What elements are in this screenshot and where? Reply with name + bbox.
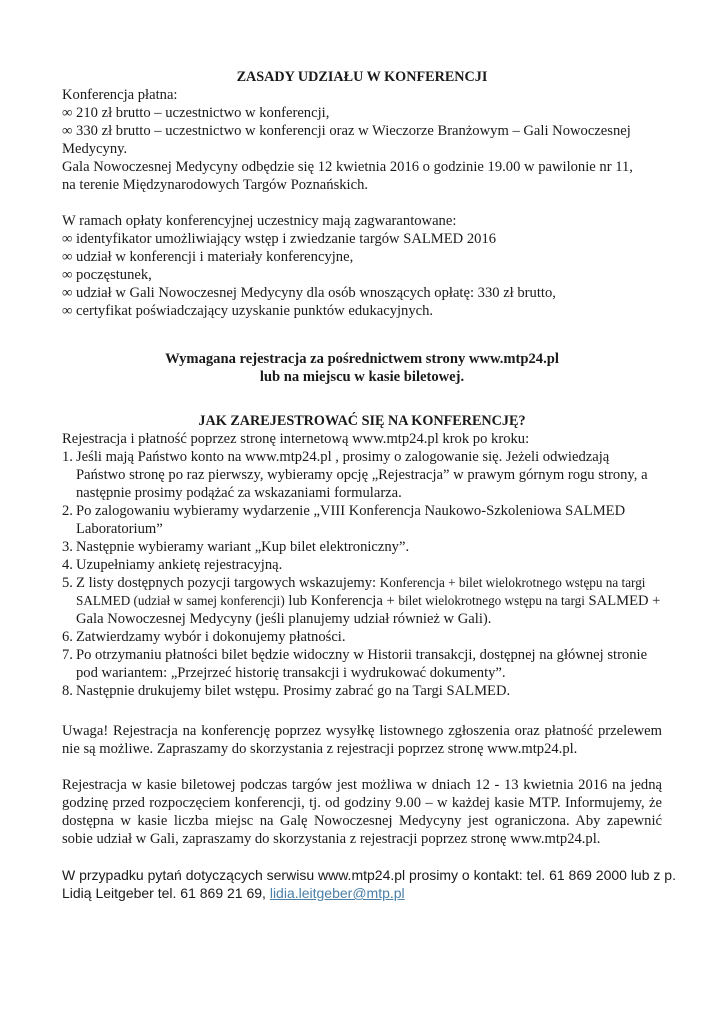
step-3 xyxy=(62,538,662,556)
step-text: Następnie wybieramy wariant „Kup bilet elektroniczny”. xyxy=(76,539,410,555)
price-option-2: ∞ 330 zł brutto – uczestnictwo w konferencji oraz w Wieczorze Branżowym – Gali Nowoczesnej xyxy=(62,123,631,139)
contact-email-link[interactable]: lidia.leitgeber@mtp.pl xyxy=(269,885,405,901)
gala-info: Gala Nowoczesnej Medycyny odbędzie się 12 kwietnia 2016 o godzinie 19.00 w pawilonie nr 11, xyxy=(62,159,633,175)
step-text xyxy=(76,574,662,628)
step-text: Następnie drukujemy bilet wstępu. Prosimy zabrać go na Targi SALMED. xyxy=(76,683,511,699)
warning-paragraph: Uwaga! Rejestracja na konferencję poprzez wysyłkę listownego zgłoszenia oraz płatność przelewem nie są możliwe. Zapraszamy do skorzystania z rejestracji poprzez stronę www.mtp24.pl. xyxy=(62,723,662,757)
step-number: 1. xyxy=(62,449,73,465)
step5-part-e: SALMED + Gala Nowoczesnej Medycyny (jeśli planujemy udział również w Gali). xyxy=(76,593,661,627)
step-text: Jeśli mają Państwo konto na www.mtp24.pl , prosimy o zalogowanie się. Jeżeli odwiedzają Państwo stronę po raz pierwszy, wybieramy opcję „Rejestracja” w prawym górnym rogu strony, a następnie prosimy podążać za wskazaniami formularza. xyxy=(76,449,648,501)
contact-phone: Lidią Leitgeber tel. 61 869 21 69, xyxy=(62,885,270,901)
included-item: ∞ certyfikat poświadczający uzyskanie punktów edukacyjnych. xyxy=(62,303,434,319)
step-4 xyxy=(62,556,662,574)
price-option-2-cont: Medycyny. xyxy=(62,141,128,157)
howto-intro: Rejestracja i płatność poprzez stronę internetową www.mtp24.pl krok po kroku: xyxy=(62,431,530,447)
included-item: ∞ poczęstunek, xyxy=(62,267,152,283)
step-number: 4. xyxy=(62,557,73,573)
step-number: 5. xyxy=(62,575,73,591)
contact-line1: W przypadku pytań dotyczących serwisu www.mtp24.pl prosimy o kontakt: tel. 61 869 2000 lub z p. xyxy=(62,867,676,883)
included-item: ∞ identyfikator umożliwiający wstęp i zwiedzanie targów SALMED 2016 xyxy=(62,231,497,247)
step5-part-d: bilet wielokrotnego wstępu na targi xyxy=(398,593,585,608)
step5-part-c: lub Konferencja + xyxy=(284,593,399,609)
step-text: Po zalogowaniu wybieramy wydarzenie „VIII Konferencja Naukowo-Szkoleniowa SALMED Laboratorium” xyxy=(76,503,626,537)
step-5 xyxy=(62,574,662,628)
rules-title: ZASADY UDZIAŁU W KONFERENCJI xyxy=(236,69,488,85)
included-item: ∞ udział w konferencji i materiały konferencyjne, xyxy=(62,249,354,265)
paid-conference-label: Konferencja płatna: xyxy=(62,87,178,103)
included-item: ∞ udział w Gali Nowoczesnej Medycyny dla osób wnoszących opłatę: 330 zł brutto, xyxy=(62,285,556,301)
step-8 xyxy=(62,682,662,700)
step-text: Po otrzymaniu płatności bilet będzie widoczny w Historii transakcji, dostępnej na głównej stronie pod wariantem: „Przejrzeć historię transakcji i wydrukować dokumenty”. xyxy=(76,647,648,681)
step-text: Zatwierdzamy wybór i dokonujemy płatności. xyxy=(76,629,346,645)
step-number: 2. xyxy=(62,503,73,519)
step-2 xyxy=(62,502,662,538)
step-number: 6. xyxy=(62,629,73,645)
step-number: 8. xyxy=(62,683,73,699)
step-number: 3. xyxy=(62,539,73,555)
document-page xyxy=(62,68,676,902)
price-option-1: ∞ 210 zł brutto – uczestnictwo w konferencji, xyxy=(62,105,330,121)
cashdesk-paragraph: Rejestracja w kasie biletowej podczas targów jest możliwa w dniach 12 - 13 kwietnia 2016 na jedną godzinę przed rozpoczęciem konferencji, tj. od godziny 9.00 – w każdej kasie MTP. Informujemy, że dostępna w kasie liczba miejsc na Galę Nowoczesnej Medycyny jest ograniczona. Aby zapewnić sobie udział w Gali, zapraszamy do skorzystania z rejestracji poprzez stronę www.mtp24.pl. xyxy=(62,777,662,847)
gala-location: na terenie Międzynarodowych Targów Poznańskich. xyxy=(62,177,369,193)
step-7 xyxy=(62,646,662,682)
contact-line2 xyxy=(62,884,662,902)
step5-part-a: Z listy dostępnych pozycji targowych wskazujemy: xyxy=(76,575,380,591)
registration-note-line1: Wymagana rejestracja za pośrednictwem strony www.mtp24.pl xyxy=(165,351,559,367)
included-intro: W ramach opłaty konferencyjnej uczestnicy mają zagwarantowane: xyxy=(62,213,457,229)
step-text: Uzupełniamy ankietę rejestracyjną. xyxy=(76,557,283,573)
registration-note-line2: lub na miejscu w kasie biletowej. xyxy=(259,369,465,385)
step-number: 7. xyxy=(62,647,73,663)
howto-title: JAK ZAREJESTROWAĆ SIĘ NA KONFERENCJĘ? xyxy=(198,413,526,429)
step5-part-b: Konferencja + bilet wielokrotnego wstępu na targi SALMED (udział w samej konferencji) xyxy=(76,575,646,608)
step-1 xyxy=(62,448,662,502)
step-6 xyxy=(62,628,662,646)
